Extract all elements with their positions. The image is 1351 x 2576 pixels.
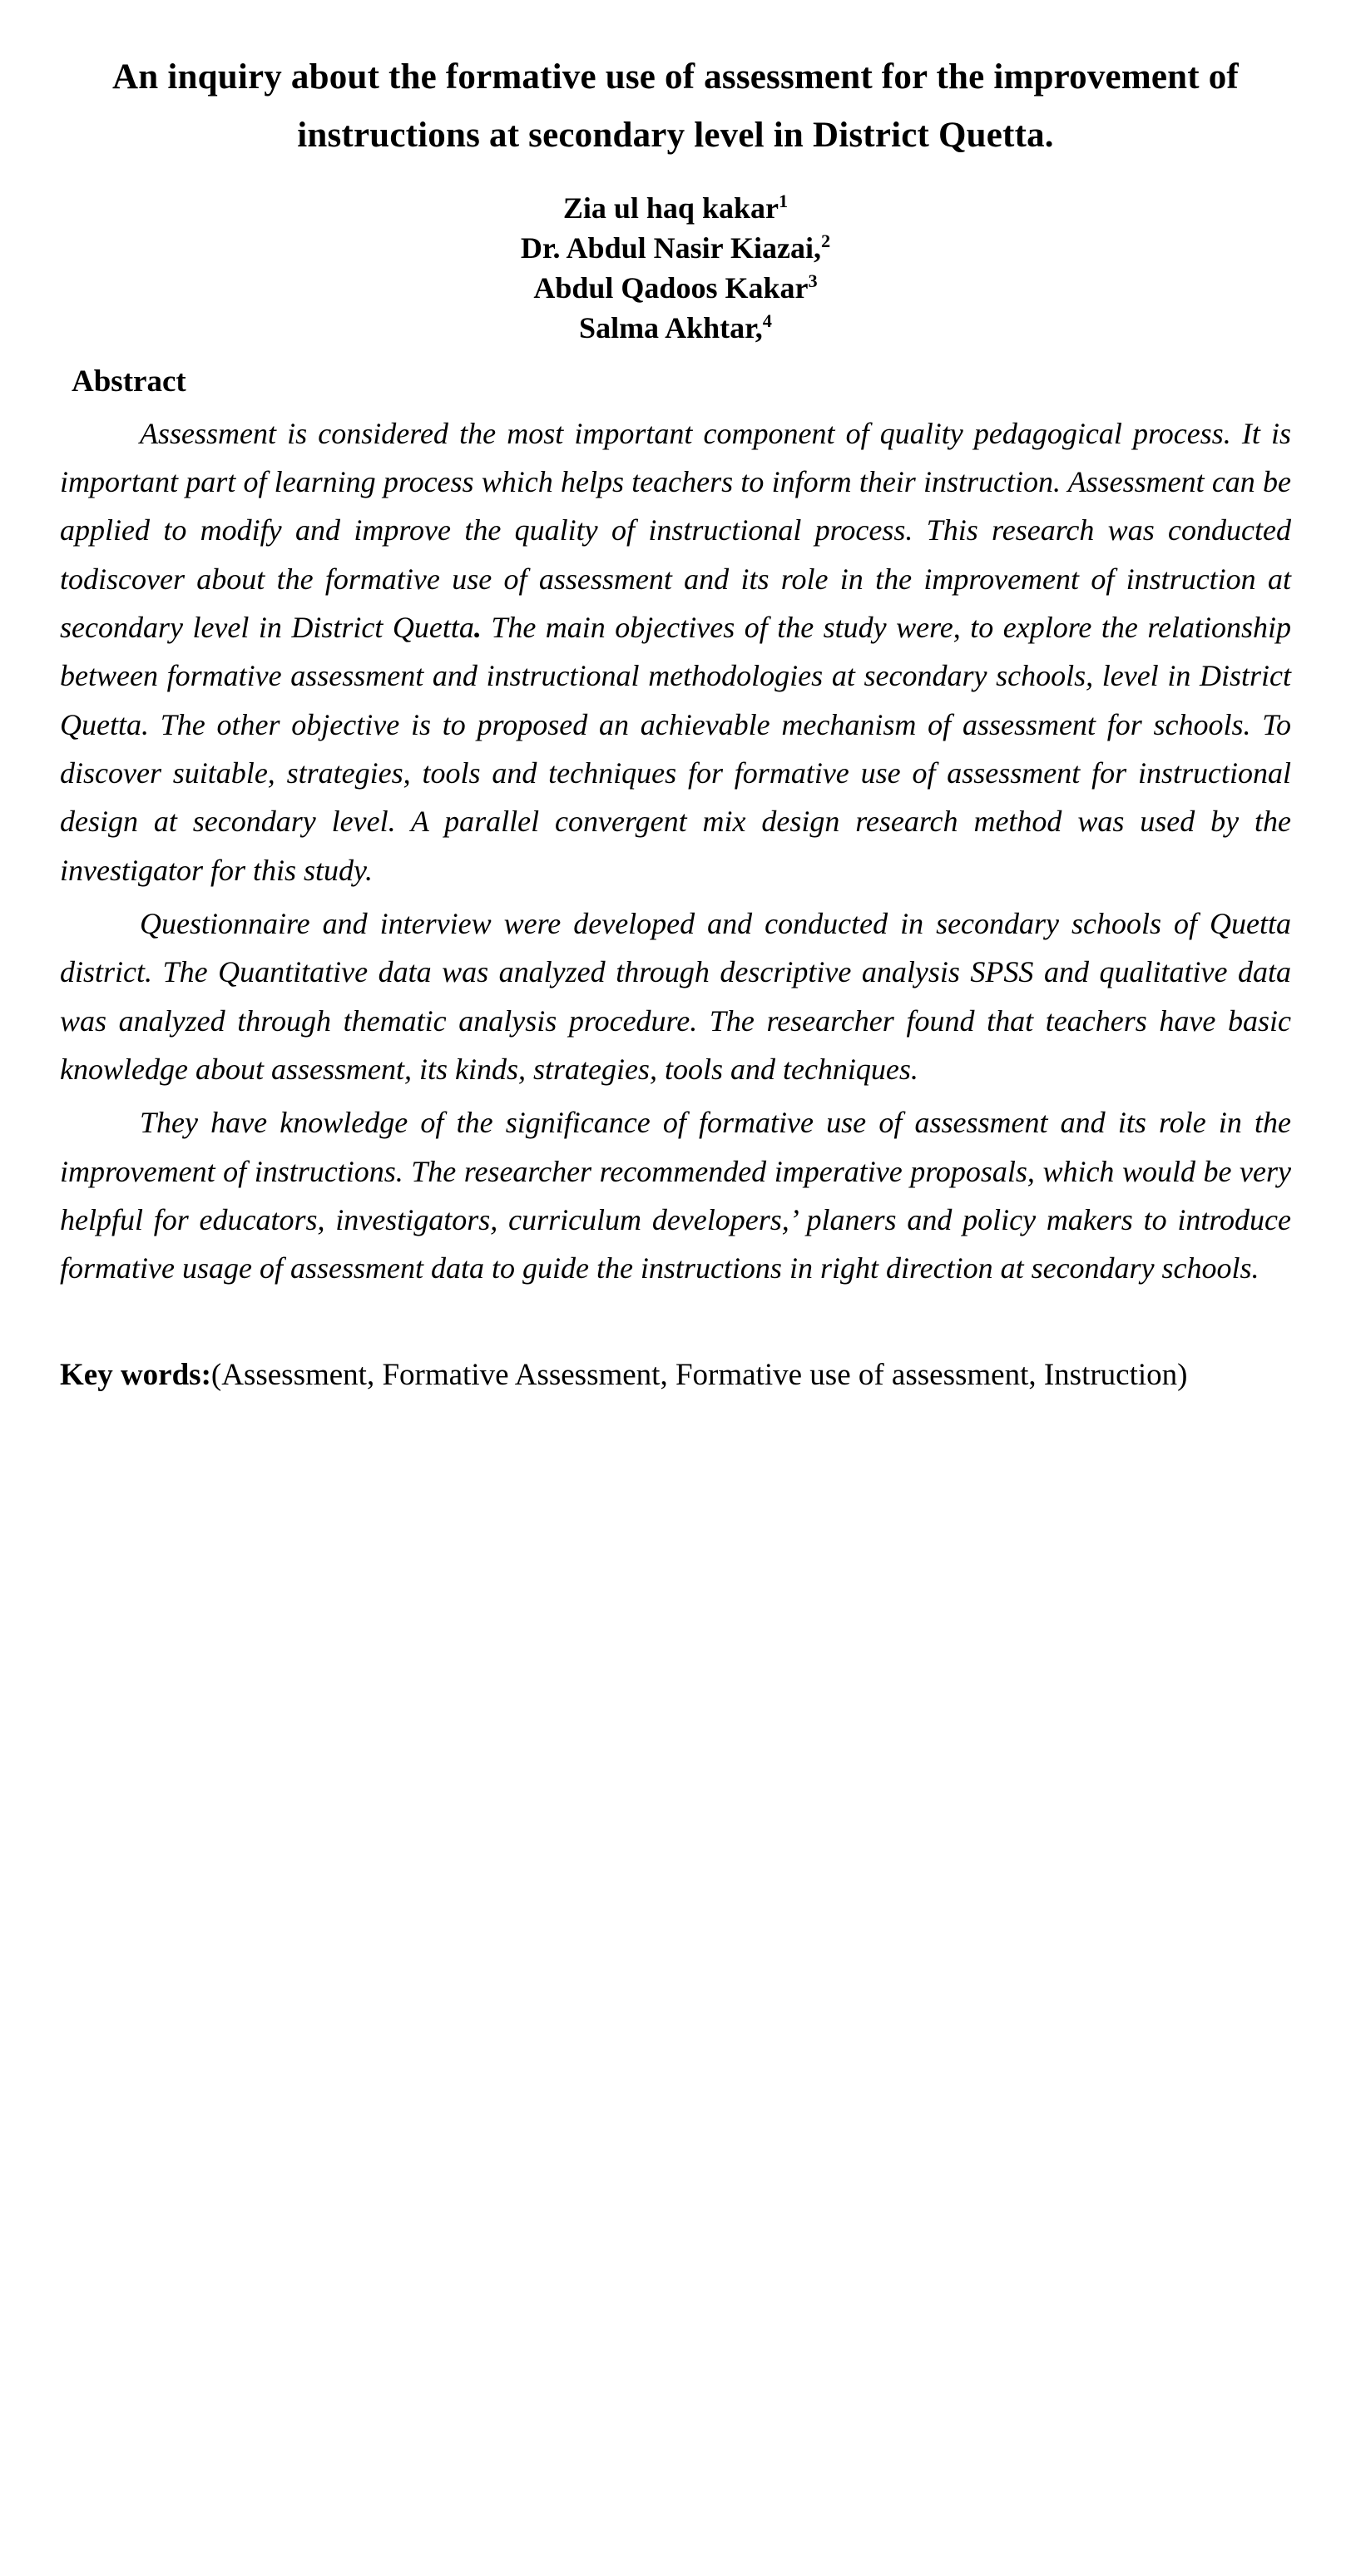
abstract-paragraph-lead: Assessment is considered the most important component of quality pedagogical process. It is important part of learning process which helps teachers to inform their instruction. Assessment can be applied to modify and improve the quality of instructional process. This research was conducted todiscover about the formative use of assessment and its role in the improvement of instruction at secondary level in District Quetta (60, 416, 1291, 645)
abstract-paragraph-lead: Questionnaire and interview were developed and conducted in secondary schools of Quetta district. The Quantitative data was analyzed through descriptive analysis SPSS and qualitative data was analyzed through thematic analysis procedure. The researcher found that teachers have basic knowledge about assessment, its kinds, strategies, tools and techniques. (60, 906, 1291, 1086)
author-name: Dr. Abdul Nasir Kiazai, (520, 231, 821, 265)
author-affiliation-marker: 4 (762, 310, 772, 331)
author-entry (60, 229, 1291, 269)
page-title: An inquiry about the formative use of assessment for the improvement of instructions at secondary level in District Quetta. (112, 57, 1239, 155)
abstract-heading: Abstract (72, 364, 186, 399)
author-affiliation-marker: 2 (820, 230, 831, 252)
abstract-paragraph (60, 1098, 1291, 1292)
author-entry (60, 269, 1291, 309)
abstract-paragraph-lead: They have knowledge of the significance of formative use of assessment and its role in the improvement of instructions. The researcher recommended imperative proposals, which would be very helpful for educators, investigators, curriculum developers,’ planers and policy makers to introduce formative usage of assessment data to guide the instructions in right direction at secondary schools. (60, 1106, 1291, 1286)
author-name: Abdul Qadoos Kakar (533, 271, 809, 305)
keywords-value: (Assessment, Formative Assessment, Formative use of assessment, Instruction) (210, 1358, 1188, 1393)
abstract-paragraph (60, 899, 1291, 1093)
abstract-paragraph-emphasis: . (473, 611, 482, 645)
keywords-line (60, 1350, 1291, 1400)
author-affiliation-marker: 1 (778, 191, 789, 212)
keywords-label: Key words: (60, 1358, 211, 1393)
author-affiliation-marker: 3 (808, 270, 818, 292)
author-entry (60, 189, 1291, 229)
abstract-paragraph (60, 409, 1291, 894)
author-name: Salma Akhtar, (579, 310, 763, 344)
author-entry (60, 309, 1291, 349)
abstract-paragraph-rest: The main objectives of the study were, to explore the relationship between formative assessment and instructional methodologies at secondary schools, level in District Quetta. The other objective is to proposed an achievable mechanism of assessment for schools. To discover suitable, strategies, tools and techniques for formative use of assessment for instructional design at secondary level. A parallel convergent mix design research method was used by the investigator for this study. (60, 611, 1291, 887)
author-name: Zia ul haq kakar (562, 191, 779, 225)
author-list (60, 189, 1291, 349)
